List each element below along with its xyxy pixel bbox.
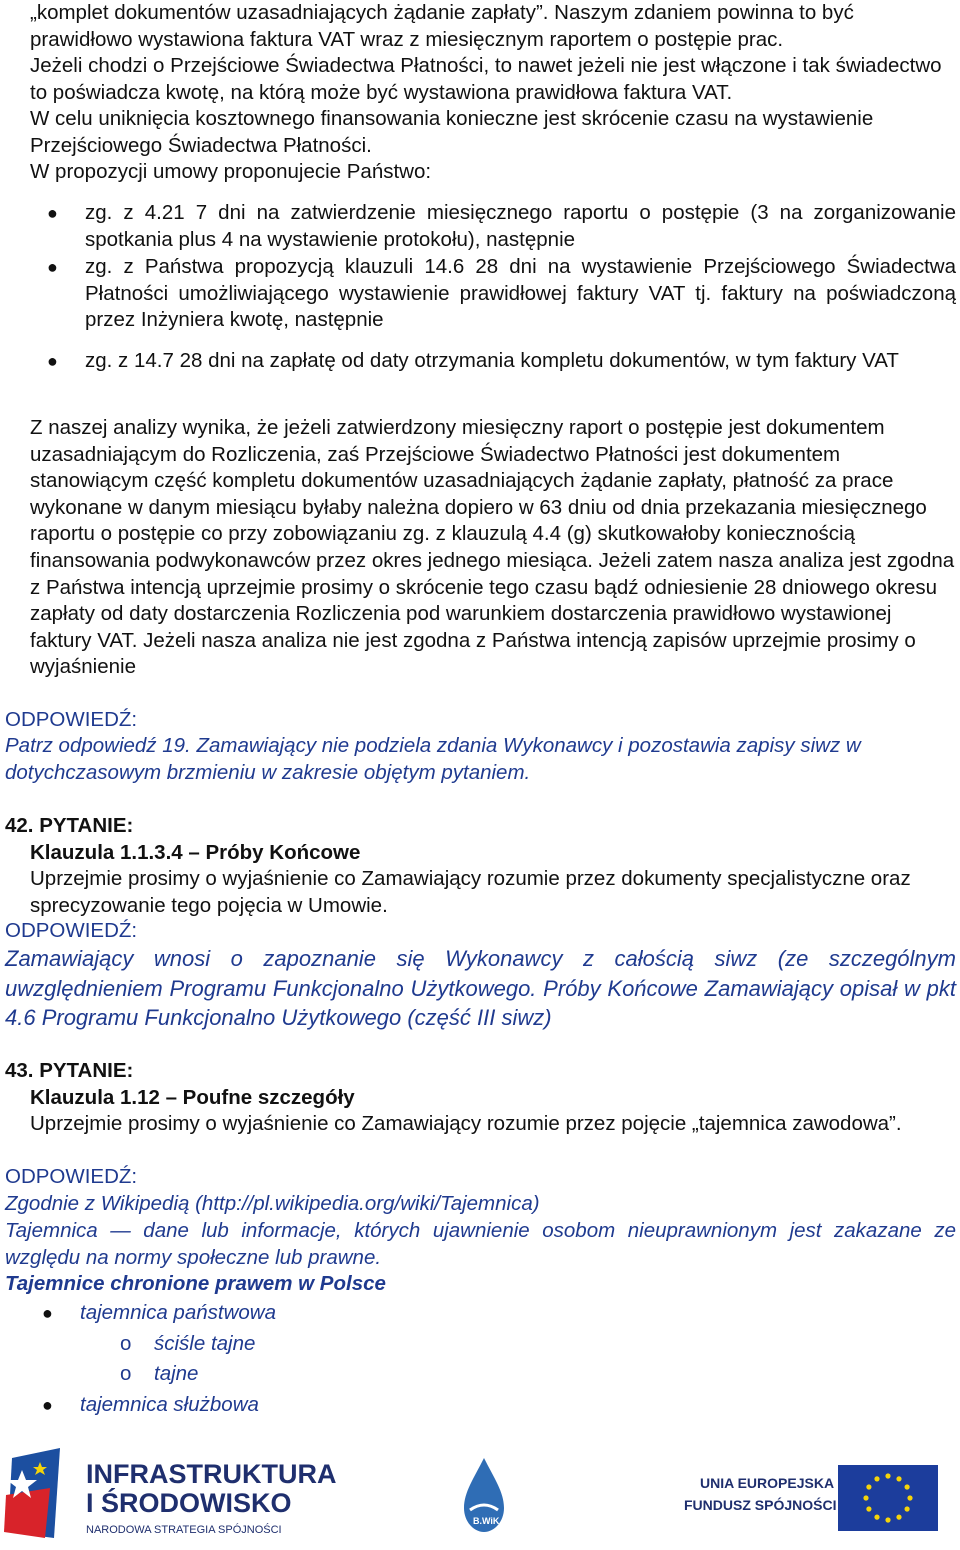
question-heading: 43. PYTANIE:	[5, 1059, 134, 1082]
eu-star-icon	[874, 1515, 879, 1520]
svg-text:INFRASTRUKTURA: INFRASTRUKTURA	[86, 1459, 337, 1489]
svg-text:FUNDUSZ SPÓJNOŚCI: FUNDUSZ SPÓJNOŚCI	[684, 1497, 837, 1513]
clause-title: Klauzula 1.12 – Poufne szczegóły	[30, 1086, 355, 1109]
eu-star-icon	[896, 1476, 901, 1481]
bwik-logo	[464, 1458, 504, 1532]
eu-star-icon	[907, 1495, 912, 1500]
intro-paragraph-4: W propozycji umowy proponujecie Państwo:	[30, 160, 432, 183]
footer-logos	[0, 1440, 960, 1545]
answer-label: ODPOWIEDŹ:	[5, 1165, 138, 1188]
eu-star-icon	[905, 1484, 910, 1489]
intro-paragraph-2: Jeżeli chodzi o Przejściowe Świadectwa Płatności, to nawet jeżeli nie jest włączone i tak świadectwo to poświadcza kwotę, na którą może być wystawiona prawidłowa faktura VAT.	[30, 54, 942, 104]
eu-star-icon	[866, 1506, 871, 1511]
eu-cohesion-fund-logo	[684, 1465, 938, 1531]
answer-label: ODPOWIEDŹ:	[5, 708, 138, 731]
secrets-list	[42, 1392, 680, 1419]
bullet-icon: ●	[47, 351, 58, 371]
list-item: ● zg. z 4.21 7 dni na zatwierdzenie miesięcznego raportu o postępie (3 na zorganizowanie spotkania plus 4 na wystawienie protokołu), następnie	[47, 201, 956, 251]
svg-text:NARODOWA STRATEGIA SPÓJNOŚCI: NARODOWA STRATEGIA SPÓJNOŚCI	[86, 1524, 282, 1536]
sub-list-item: o tajne	[154, 1359, 198, 1389]
clause-title: Klauzula 1.1.3.4 – Próby Końcowe	[30, 841, 361, 864]
bullet-icon: ●	[47, 257, 58, 277]
eu-star-icon	[863, 1495, 868, 1500]
answer-text: Zamawiający wnosi o zapoznanie się Wykonawcy z całością siwz (ze szczególnym uwzględnieniem Programu Funkcjonalno Użytkowego. Próby Końcowe Zamawiający opisał w pkt 4.6 Programu Funkcjonalno Użytkowego (część III siwz)	[5, 946, 956, 1030]
circle-bullet-icon: o	[120, 1362, 132, 1385]
bullet-icon: ●	[47, 203, 58, 223]
analysis-paragraph: Z naszej analizy wynika, że jeżeli zatwierdzony miesięczny raport o postępie jest dokumentem uzasadniającym do Rozliczenia, zaś Przejściowe Świadectwo Płatności jest dokumentem stanowiącym część kompletu dokumentów uzasadniających żądanie zapłaty, płatność za prace wykonane w danym miesiącu byłaby należna dopiero w 63 dniu od dnia przekazania miesięcznego raportu o postępie co przy zobowiązaniu zg. z klauzulą 4.4 (g) skutkowałoby koniecznością finansowania podwykonawców przez okres jednego miesiąca. Jeżeli zatem nasza analiza jest zgodna z Państwa intencją uprzejmie prosimy o skrócenie tego czasu bądź odniesienie 28 dniowego okresu zapłaty od daty dostarczenia Rozliczenia pod warunkiem dostarczenia prawidłowo wystawionej faktury VAT. Jeżeli nasza analiza nie jest zgodna z Państwa intencją zapisów uprzejmie prosimy o wyjaśnienie	[30, 416, 955, 679]
answer-definition: Tajemnica — dane lub informacje, których ujawnienie osobom nieuprawnionym jest zakazane ze względu na normy społeczne lub prawne.	[5, 1219, 956, 1269]
answer-label: ODPOWIEDŹ:	[5, 919, 138, 942]
bullet-icon: ●	[42, 1303, 53, 1323]
sub-list-item: o ściśle tajne	[154, 1329, 255, 1359]
question-text: Uprzejmie prosimy o wyjaśnienie co Zamawiający rozumie przez pojęcie „tajemnica zawodowa”.	[30, 1112, 902, 1135]
proposals-list	[47, 200, 956, 375]
question-text: Uprzejmie prosimy o wyjaśnienie co Zamawiający rozumie przez dokumenty specjalistyczne oraz sprecyzowanie tego pojęcia w Umowie.	[30, 867, 911, 917]
svg-text:I ŚRODOWISKO: I ŚRODOWISKO	[86, 1488, 292, 1518]
eu-star-icon	[866, 1484, 871, 1489]
bullet-icon: ●	[42, 1395, 53, 1415]
answer-text: Patrz odpowiedź 19. Zamawiający nie podziela zdania Wykonawcy i pozostawia zapisy siwz w dotychczasowym brzmieniu w zakresie objętym pytaniem.	[5, 734, 861, 784]
list-item: ● tajemnica służbowa	[80, 1392, 680, 1419]
protected-secrets-heading: Tajemnice chronione prawem w Polsce	[5, 1272, 386, 1295]
secrets-list	[42, 1300, 680, 1327]
answer-source: Zgodnie z Wikipedią (http://pl.wikipedia.org/wiki/Tajemnica)	[5, 1192, 540, 1215]
intro-paragraph-3: W celu uniknięcia kosztownego finansowania konieczne jest skrócenie czasu na wystawienie Przejściowego Świadectwa Płatności.	[30, 107, 874, 157]
svg-text:B.WiK: B.WiK	[473, 1516, 500, 1526]
circle-bullet-icon: o	[120, 1332, 132, 1355]
intro-paragraph-1: „komplet dokumentów uzasadniających żądanie zapłaty”. Naszym zdaniem powinna to być prawidłowo wystawiona faktura VAT wraz z miesięcznym raportem o postępie prac.	[30, 1, 854, 51]
eu-star-icon	[885, 1473, 890, 1478]
infrastruktura-logo	[4, 1448, 336, 1538]
eu-star-icon	[896, 1515, 901, 1520]
eu-star-icon	[905, 1506, 910, 1511]
question-heading: 42. PYTANIE:	[5, 814, 134, 837]
svg-text:UNIA EUROPEJSKA: UNIA EUROPEJSKA	[700, 1475, 835, 1491]
list-item: ● tajemnica państwowa	[80, 1300, 680, 1327]
footer-logos-svg	[0, 1440, 960, 1545]
list-item: ● zg. z 14.7 28 dni na zapłatę od daty otrzymania kompletu dokumentów, w tym faktury VAT	[85, 348, 956, 375]
eu-star-icon	[874, 1476, 879, 1481]
list-item: ● zg. z Państwa propozycją klauzuli 14.6 28 dni na wystawienie Przejściowego Świadectwa Płatności umożliwiającego wystawienie prawidłowej faktury VAT tj. faktury na poświadczoną przez Inżyniera kwotę, następnie	[47, 255, 956, 332]
eu-star-icon	[885, 1517, 890, 1522]
